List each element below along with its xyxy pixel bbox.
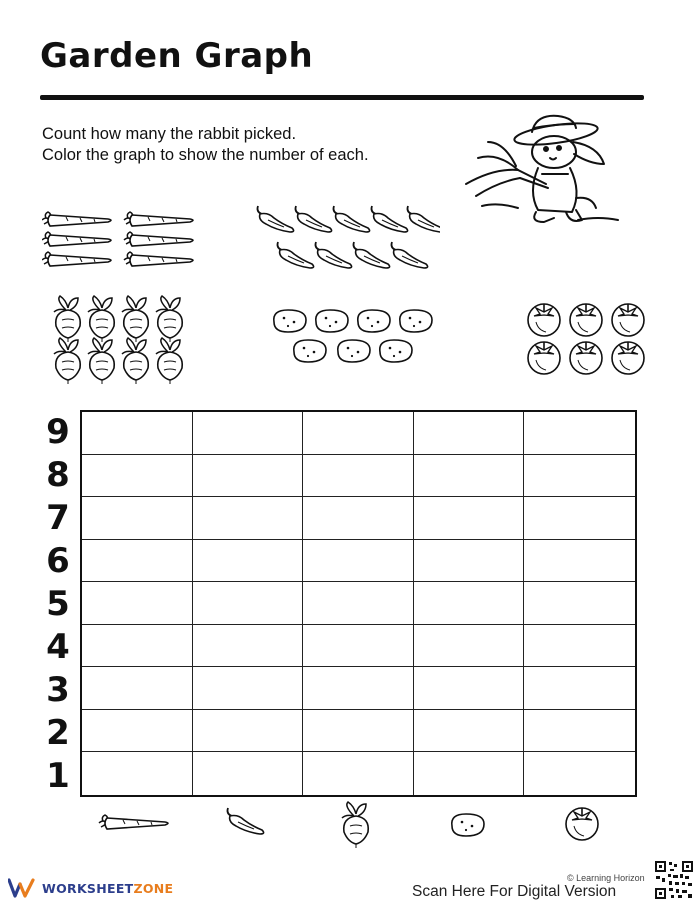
tomato-icon [560,800,604,844]
graph-cell[interactable] [414,455,525,498]
brand-zone: ZONE [133,880,174,896]
graph-cell[interactable] [82,582,193,625]
graph-cell[interactable] [524,625,635,668]
peppers-group [250,202,440,278]
graph-cell[interactable] [303,412,414,455]
graph-cell[interactable] [193,540,304,583]
graph-cell[interactable] [414,710,525,753]
y-label-4: 4 [46,627,70,667]
graph-cell[interactable] [82,752,193,795]
graph-cell[interactable] [303,540,414,583]
graph-cell[interactable] [193,752,304,795]
graph-grid [80,410,637,797]
title-divider [40,95,644,100]
graph-cell[interactable] [193,582,304,625]
graph-cell[interactable] [524,455,635,498]
graph-cell[interactable] [82,455,193,498]
graph-cell[interactable] [303,455,414,498]
y-label-1: 1 [46,756,70,796]
instruction-line-2: Color the graph to show the number of each. [42,146,369,164]
graph-cell[interactable] [82,667,193,710]
graph-cell[interactable] [303,582,414,625]
graph-cell[interactable] [524,667,635,710]
beets-group [52,294,192,386]
graph-cell[interactable] [303,667,414,710]
graph-cell[interactable] [414,412,525,455]
graph-cell[interactable] [193,412,304,455]
graph-cell[interactable] [414,625,525,668]
graph-cell[interactable] [193,710,304,753]
tomatoes-group [524,298,652,378]
graph-cell[interactable] [82,710,193,753]
graph-cell[interactable] [524,540,635,583]
graph-cell[interactable] [193,497,304,540]
graph-cell[interactable] [524,497,635,540]
graph-cell[interactable] [414,752,525,795]
y-label-6: 6 [46,541,70,581]
graph-cell[interactable] [82,625,193,668]
y-label-8: 8 [46,455,70,495]
graph-cell[interactable] [414,667,525,710]
graph-cell[interactable] [414,540,525,583]
graph-cell[interactable] [82,497,193,540]
graph-cell[interactable] [303,710,414,753]
brand-worksheet: WORKSHEET [42,880,134,896]
graph-cell[interactable] [414,497,525,540]
graph-cell[interactable] [414,582,525,625]
carrots-group [42,210,202,272]
pepper-icon [222,806,270,840]
wz-logo-icon [8,878,36,898]
graph-cell[interactable] [303,625,414,668]
y-label-7: 7 [46,498,70,538]
y-label-9: 9 [46,412,70,452]
potatoes-group [268,306,448,368]
scan-text: Scan Here For Digital Version [412,883,617,900]
y-label-2: 2 [46,713,70,753]
qr-code[interactable] [654,860,694,900]
graph-cell[interactable] [524,582,635,625]
potato-icon [446,810,492,840]
graph-cell[interactable] [303,752,414,795]
graph-cell[interactable] [303,497,414,540]
graph-cell[interactable] [193,667,304,710]
carrot-icon [97,812,177,834]
beet-icon [338,800,374,850]
y-label-5: 5 [46,584,70,624]
graph-cell[interactable] [193,625,304,668]
instruction-line-1: Count how many the rabbit picked. [42,125,297,143]
graph-cell[interactable] [193,455,304,498]
rabbit-farmer-illustration [458,112,623,232]
y-label-3: 3 [46,670,70,710]
graph-cell[interactable] [524,412,635,455]
instructions [42,124,369,166]
page-title: Garden Graph [40,36,314,76]
worksheet-zone-logo [8,878,173,898]
graph-cell[interactable] [524,752,635,795]
graph-cell[interactable] [82,412,193,455]
graph-cell[interactable] [82,540,193,583]
graph-cell[interactable] [524,710,635,753]
credit-text: © Learning Horizon [567,873,645,883]
